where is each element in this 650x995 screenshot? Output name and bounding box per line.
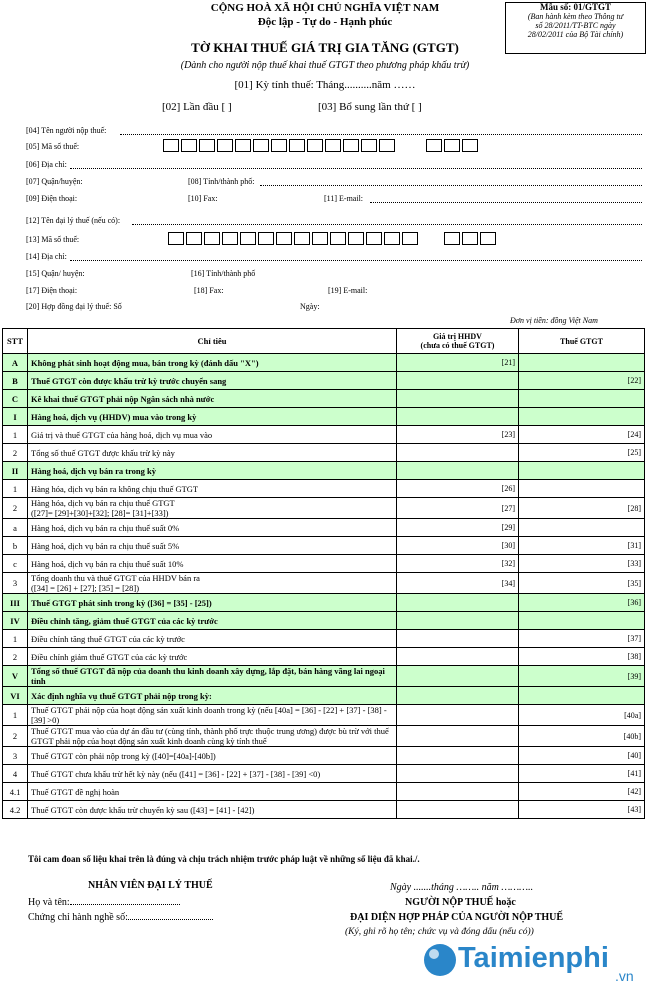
row-label: Thuế GTGT chưa khấu trừ hết kỳ này (nếu ([41] = [36] - [22] + [37] - [38] - [39] <0) <box>28 765 397 783</box>
row-stt: 4.2 <box>3 801 28 819</box>
row-stt: VI <box>3 687 28 705</box>
table-row <box>3 444 645 462</box>
table-row <box>3 573 645 594</box>
taxpayer-title: NGƯỜI NỘP THUẾ hoặc <box>405 897 516 908</box>
row-tax-cell[interactable]: [40] <box>519 747 645 765</box>
agent-phone-label: [17] Điện thoại: <box>26 286 78 295</box>
email-label: [11] E-mail: <box>324 194 364 203</box>
row-value-cell[interactable]: [32] <box>397 555 519 573</box>
row-tax-cell[interactable]: [36] <box>519 594 645 612</box>
agent-cert-field[interactable]: Chứng chỉ hành nghề số: <box>28 912 213 923</box>
row-tax-cell[interactable]: [37] <box>519 630 645 648</box>
row-stt: IV <box>3 612 28 630</box>
row-stt: 3 <box>3 747 28 765</box>
agent-contract-label: [20] Hợp đồng đại lý thuế: Số <box>26 302 122 311</box>
row-tax-cell[interactable]: [41] <box>519 765 645 783</box>
row-value-cell <box>397 687 519 705</box>
first-time-field[interactable]: [02] Lần đầu [ ] <box>162 101 232 113</box>
agent-tax-code-cells[interactable] <box>168 232 420 245</box>
row-tax-cell[interactable]: [43] <box>519 801 645 819</box>
table-row <box>3 426 645 444</box>
table-header-row <box>3 329 645 354</box>
table-row <box>3 462 645 480</box>
row-value-cell[interactable]: [34] <box>397 573 519 594</box>
row-label: Hàng hoá, dịch vụ bán ra chịu thuế suất 5% <box>28 537 397 555</box>
table-row <box>3 498 645 519</box>
row-tax-cell[interactable]: [25] <box>519 444 645 462</box>
country-name: CỘNG HOÀ XÃ HỘI CHỦ NGHĨA VIỆT NAM <box>210 2 440 14</box>
row-value-cell <box>397 444 519 462</box>
address-label: [06] Địa chỉ: <box>26 160 67 169</box>
table-row <box>3 801 645 819</box>
table-row <box>3 408 645 426</box>
tax-code-cells[interactable] <box>163 139 397 152</box>
table-row <box>3 765 645 783</box>
row-label: Không phát sinh hoạt động mua, bán trong kỳ (đánh dấu "X") <box>28 354 397 372</box>
agent-email-label: [19] E-mail: <box>328 286 368 295</box>
form-subtitle: (Dành cho người nộp thuế khai thuế GTGT theo phương pháp khấu trừ) <box>180 60 470 71</box>
taxpayer-name-label: [04] Tên người nộp thuế: <box>26 126 107 135</box>
row-stt: 2 <box>3 444 28 462</box>
row-tax-cell <box>519 612 645 630</box>
row-stt: III <box>3 594 28 612</box>
row-tax-cell[interactable]: [38] <box>519 648 645 666</box>
table-row <box>3 594 645 612</box>
row-label: Thuế GTGT phải nộp của hoạt động sản xuất kinh doanh trong kỳ (nếu [40a] = [36] - [22] + [37] - [38] - [39] >0) <box>28 705 397 726</box>
row-tax-cell[interactable]: [24] <box>519 426 645 444</box>
table-row <box>3 354 645 372</box>
representative-title: ĐẠI DIỆN HỢP PHÁP CỦA NGƯỜI NỘP THUẾ <box>350 912 564 923</box>
table-row <box>3 480 645 498</box>
signature-note: (Ký, ghi rõ họ tên; chức vụ và đóng dấu (nếu có)) <box>345 927 534 937</box>
tax-period: [01] Kỳ tính thuế: Tháng..........năm …… <box>234 79 416 91</box>
row-stt: a <box>3 519 28 537</box>
declaration-table <box>2 328 645 819</box>
row-label: Tổng doanh thu và thuế GTGT của HHDV bán ra ([34] = [26] + [27]; [35] = [28]) <box>28 573 397 594</box>
row-tax-cell <box>519 462 645 480</box>
email-line[interactable] <box>370 202 642 203</box>
watermark-text: Taimienphi <box>458 942 609 974</box>
header-tax: Thuế GTGT <box>519 329 645 354</box>
row-value-cell[interactable]: [27] <box>397 498 519 519</box>
row-stt: II <box>3 462 28 480</box>
table-row <box>3 726 645 747</box>
row-value-cell <box>397 372 519 390</box>
supplement-field[interactable]: [03] Bổ sung lần thứ [ ] <box>318 101 422 113</box>
table-row <box>3 390 645 408</box>
row-stt: 2 <box>3 648 28 666</box>
row-label: Thuế GTGT mua vào của dự án đầu tư (cùng tỉnh, thành phố trực thuộc trung ương) được bù trừ với thuế GTGT phải nộp của hoạt động sản xuất kinh doanh cùng kỳ tính thuế <box>28 726 397 747</box>
district-label: [07] Quận/huyện: <box>26 177 83 186</box>
row-tax-cell <box>519 408 645 426</box>
row-tax-cell[interactable]: [42] <box>519 783 645 801</box>
row-tax-cell[interactable]: [39] <box>519 666 645 687</box>
row-value-cell[interactable]: [21] <box>397 354 519 372</box>
watermark-logo <box>420 930 645 985</box>
table-row <box>3 519 645 537</box>
row-tax-cell[interactable]: [33] <box>519 555 645 573</box>
phone-label: [09] Điện thoại: <box>26 194 78 203</box>
agent-name-line[interactable] <box>132 224 642 225</box>
row-stt: 4 <box>3 765 28 783</box>
row-label: Thuế GTGT còn được khấu trừ chuyển kỳ sau ([43] = [41] - [42]) <box>28 801 397 819</box>
table-row <box>3 555 645 573</box>
row-value-cell <box>397 462 519 480</box>
row-tax-cell[interactable]: [28] <box>519 498 645 519</box>
table-row <box>3 666 645 687</box>
row-tax-cell <box>519 519 645 537</box>
row-value-cell <box>397 783 519 801</box>
row-label: Hàng hoá, dịch vụ (HHDV) mua vào trong kỳ <box>28 408 397 426</box>
currency-unit: Đơn vị tiền: đồng Việt Nam <box>510 316 598 325</box>
tax-code-label: [05] Mã số thuế: <box>26 142 80 151</box>
row-value-cell <box>397 666 519 687</box>
table-row <box>3 630 645 648</box>
row-value-cell <box>397 747 519 765</box>
agent-tax-code-suffix-cells[interactable] <box>444 232 498 245</box>
row-label: Thuế GTGT đề nghị hoàn <box>28 783 397 801</box>
row-label: Thuế GTGT phát sinh trong kỳ ([36] = [35] - [25]) <box>28 594 397 612</box>
form-note-3: 28/02/2011 của Bộ Tài chính) <box>527 30 624 39</box>
row-value-cell[interactable]: [26] <box>397 480 519 498</box>
row-value-cell[interactable]: [29] <box>397 519 519 537</box>
row-tax-cell[interactable]: [35] <box>519 573 645 594</box>
form-note-1: (Ban hành kèm theo Thông tư <box>527 12 624 21</box>
row-stt: A <box>3 354 28 372</box>
row-label: Hàng hoá, dịch vụ bán ra trong kỳ <box>28 462 397 480</box>
row-stt: C <box>3 390 28 408</box>
row-label: Hàng hóa, dịch vụ bán ra không chịu thuế GTGT <box>28 480 397 498</box>
form-note-2: số 28/2011/TT-BTC ngày <box>535 21 616 30</box>
address-line[interactable] <box>70 168 642 169</box>
row-stt: I <box>3 408 28 426</box>
row-value-cell <box>397 726 519 747</box>
row-stt: 2 <box>3 726 28 747</box>
row-stt: 2 <box>3 498 28 519</box>
table-row <box>3 612 645 630</box>
table-row <box>3 783 645 801</box>
table-row <box>3 372 645 390</box>
agent-fax-label: [18] Fax: <box>194 286 224 295</box>
row-value-cell[interactable]: [23] <box>397 426 519 444</box>
row-value-cell <box>397 705 519 726</box>
row-tax-cell[interactable]: [40a] <box>519 705 645 726</box>
sign-date: Ngày .......tháng …….. năm ……….. <box>390 882 534 893</box>
header-item: Chỉ tiêu <box>28 329 397 354</box>
row-value-cell <box>397 408 519 426</box>
row-tax-cell[interactable]: [22] <box>519 372 645 390</box>
row-value-cell <box>397 630 519 648</box>
row-value-cell <box>397 801 519 819</box>
agent-district-label: [15] Quận/ huyện: <box>26 269 85 278</box>
agent-address-line[interactable] <box>70 260 642 261</box>
row-stt: b <box>3 537 28 555</box>
row-stt: 1 <box>3 630 28 648</box>
watermark-tld: .vn <box>615 968 634 984</box>
row-stt: c <box>3 555 28 573</box>
row-tax-cell <box>519 354 645 372</box>
row-value-cell <box>397 765 519 783</box>
row-label: Xác định nghĩa vụ thuế GTGT phải nộp trong kỳ: <box>28 687 397 705</box>
row-label: Giá trị và thuế GTGT của hàng hoá, dịch vụ mua vào <box>28 426 397 444</box>
agent-name-field[interactable]: Họ và tên: <box>28 897 180 908</box>
row-stt: 4.1 <box>3 783 28 801</box>
header-stt: STT <box>3 329 28 354</box>
row-stt: 1 <box>3 426 28 444</box>
row-tax-cell <box>519 687 645 705</box>
row-label: Điều chỉnh tăng thuế GTGT của các kỳ trước <box>28 630 397 648</box>
row-value-cell <box>397 390 519 408</box>
fax-label: [10] Fax: <box>188 194 218 203</box>
row-value-cell <box>397 594 519 612</box>
tax-code-suffix-cells[interactable] <box>426 139 480 152</box>
province-label: [08] Tỉnh/thành phố: <box>188 177 255 186</box>
row-label: Tổng số thuế GTGT được khấu trừ kỳ này <box>28 444 397 462</box>
row-label: Hàng hóa, dịch vụ bán ra chịu thuế GTGT ([27]= [29]+[30]+[32]; [28]= [31]+[33]) <box>28 498 397 519</box>
row-stt: V <box>3 666 28 687</box>
row-tax-cell[interactable]: [40b] <box>519 726 645 747</box>
row-value-cell <box>397 612 519 630</box>
row-label: Hàng hoá, dịch vụ bán ra chịu thuế suất 10% <box>28 555 397 573</box>
row-stt: 3 <box>3 573 28 594</box>
agent-address-label: [14] Địa chỉ: <box>26 252 67 261</box>
row-label: Điều chỉnh tăng, giảm thuế GTGT của các kỳ trước <box>28 612 397 630</box>
table-row <box>3 705 645 726</box>
row-stt: 1 <box>3 480 28 498</box>
form-number: Mẫu số: 01/GTGT <box>539 2 611 12</box>
motto: Độc lập - Tự do - Hạnh phúc <box>257 16 393 28</box>
agent-province-label: [16] Tỉnh/thành phố <box>191 269 256 278</box>
row-tax-cell[interactable]: [31] <box>519 537 645 555</box>
row-stt: B <box>3 372 28 390</box>
row-label: Thuế GTGT còn được khấu trừ kỳ trước chuyển sang <box>28 372 397 390</box>
agent-title: NHÂN VIÊN ĐẠI LÝ THUẾ <box>88 880 213 891</box>
row-tax-cell <box>519 390 645 408</box>
droplet-icon <box>420 938 460 978</box>
province-line[interactable] <box>260 185 642 186</box>
taxpayer-name-line[interactable] <box>120 134 642 135</box>
row-tax-cell <box>519 480 645 498</box>
agent-contract-date-label: Ngày: <box>300 302 320 311</box>
table-row <box>3 687 645 705</box>
declaration-statement: Tôi cam đoan số liệu khai trên là đúng và chịu trách nhiệm trước pháp luật về những số liệu đã khai./. <box>28 854 420 864</box>
table-row <box>3 747 645 765</box>
row-label: Hàng hoá, dịch vụ bán ra chịu thuế suất 0% <box>28 519 397 537</box>
table-row <box>3 537 645 555</box>
row-label: Thuế GTGT còn phải nộp trong kỳ ([40]=[40a]-[40b]) <box>28 747 397 765</box>
row-label: Tổng số thuế GTGT đã nộp của doanh thu kinh doanh xây dựng, lắp đặt, bán hàng vãng lai ngoại tỉnh <box>28 666 397 687</box>
row-label: Điều chỉnh giảm thuế GTGT của các kỳ trước <box>28 648 397 666</box>
agent-name-label: [12] Tên đại lý thuế (nếu có): <box>26 216 121 225</box>
table-row <box>3 648 645 666</box>
header-value: Giá trị HHDV (chưa có thuế GTGT) <box>397 329 519 354</box>
row-label: Kê khai thuế GTGT phải nộp Ngân sách nhà nước <box>28 390 397 408</box>
row-value-cell[interactable]: [30] <box>397 537 519 555</box>
row-stt: 1 <box>3 705 28 726</box>
row-value-cell <box>397 648 519 666</box>
form-title: TỜ KHAI THUẾ GIÁ TRỊ GIA TĂNG (GTGT) <box>191 40 459 55</box>
agent-tax-code-label: [13] Mã số thuế: <box>26 235 80 244</box>
